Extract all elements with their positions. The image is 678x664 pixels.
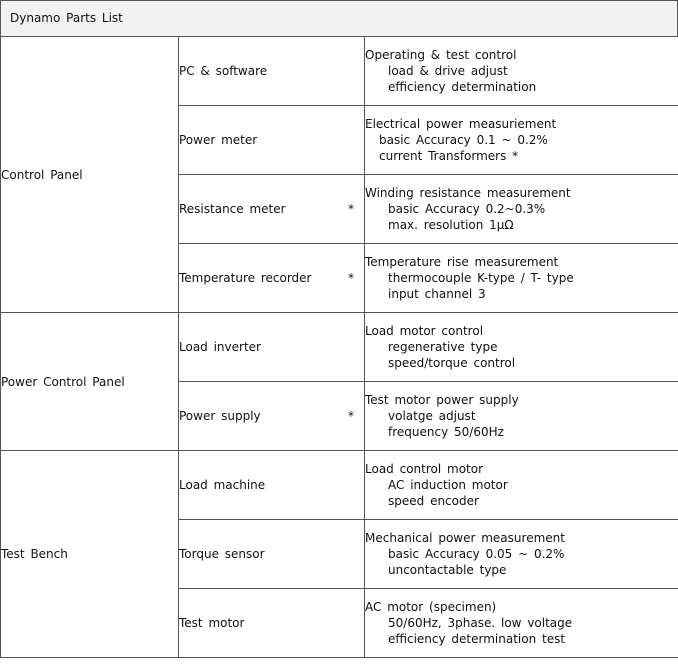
description-heading: Mechanical power measurement [365,531,565,545]
part-cell [179,175,365,244]
table-row [1,37,678,106]
description-heading: Load control motor [365,462,484,476]
description-cell [365,451,678,520]
description-line: current Transformers * [379,149,519,163]
part-cell [179,589,365,658]
group-cell [1,37,179,313]
part-cell [179,106,365,175]
part-name: Power supply [179,409,261,423]
description-cell [365,520,678,589]
table-row [1,313,678,382]
description-line: max. resolution 1μΩ [388,218,514,232]
description-heading: Electrical power measuriement [365,117,557,131]
description-line: basic Accuracy 0.05 ~ 0.2% [388,547,565,561]
description-heading: Load motor control [365,324,484,338]
part-name: Torque sensor [179,547,265,561]
group-name: Power Control Panel [1,374,125,389]
optional-marker: * [348,271,354,285]
part-name: Test motor [179,616,245,630]
description-heading: Test motor power supply [365,393,519,407]
description-heading: Temperature rise measurement [365,255,559,269]
description-cell [365,589,678,658]
description-line: basic Accuracy 0.2~0.3% [388,202,546,216]
description-line: speed encoder [388,494,479,508]
description-line: basic Accuracy 0.1 ~ 0.2% [379,133,548,147]
description-line: uncontactable type [388,563,507,577]
description-cell [365,175,678,244]
optional-marker: * [348,202,354,216]
table-title: Dynamo Parts List [10,11,123,25]
group-name: Test Bench [1,547,68,561]
description-line: load & drive adjust [388,64,508,78]
part-cell [179,520,365,589]
part-name: Load machine [179,478,266,492]
description-line: regenerative type [388,340,498,354]
description-line: efficiency determination test [388,632,566,646]
description-line: frequency 50/60Hz [388,425,504,439]
description-cell [365,313,678,382]
part-name: Power meter [179,133,258,147]
parts-table-body [1,37,678,658]
part-name: Load inverter [179,340,261,354]
description-line: input channel 3 [388,287,486,301]
description-cell [365,382,678,451]
description-line: 50/60Hz, 3phase. low voltage [388,616,573,630]
optional-marker: * [348,409,354,423]
description-line: volatge adjust [388,409,476,423]
description-line: efficiency determination [388,80,537,94]
description-line: AC induction motor [388,478,508,492]
part-cell [179,313,365,382]
parts-table [0,36,678,658]
description-line: thermocouple K-type / T- type [388,271,574,285]
part-cell [179,451,365,520]
description-cell [365,37,678,106]
description-heading: Winding resistance measurement [365,186,571,200]
table-row [1,451,678,520]
table-title-bar [0,0,678,37]
part-cell [179,37,365,106]
group-name: Control Panel [1,167,83,182]
part-name: Resistance meter [179,202,286,216]
part-cell [179,382,365,451]
description-line: speed/torque control [388,356,516,370]
group-cell [1,451,179,658]
description-cell [365,244,678,313]
part-cell [179,244,365,313]
group-cell [1,313,179,451]
part-name: Temperature recorder [179,271,312,285]
description-cell [365,106,678,175]
description-heading: AC motor (specimen) [365,600,497,614]
description-heading: Operating & test control [365,48,517,62]
part-name: PC & software [179,64,268,78]
